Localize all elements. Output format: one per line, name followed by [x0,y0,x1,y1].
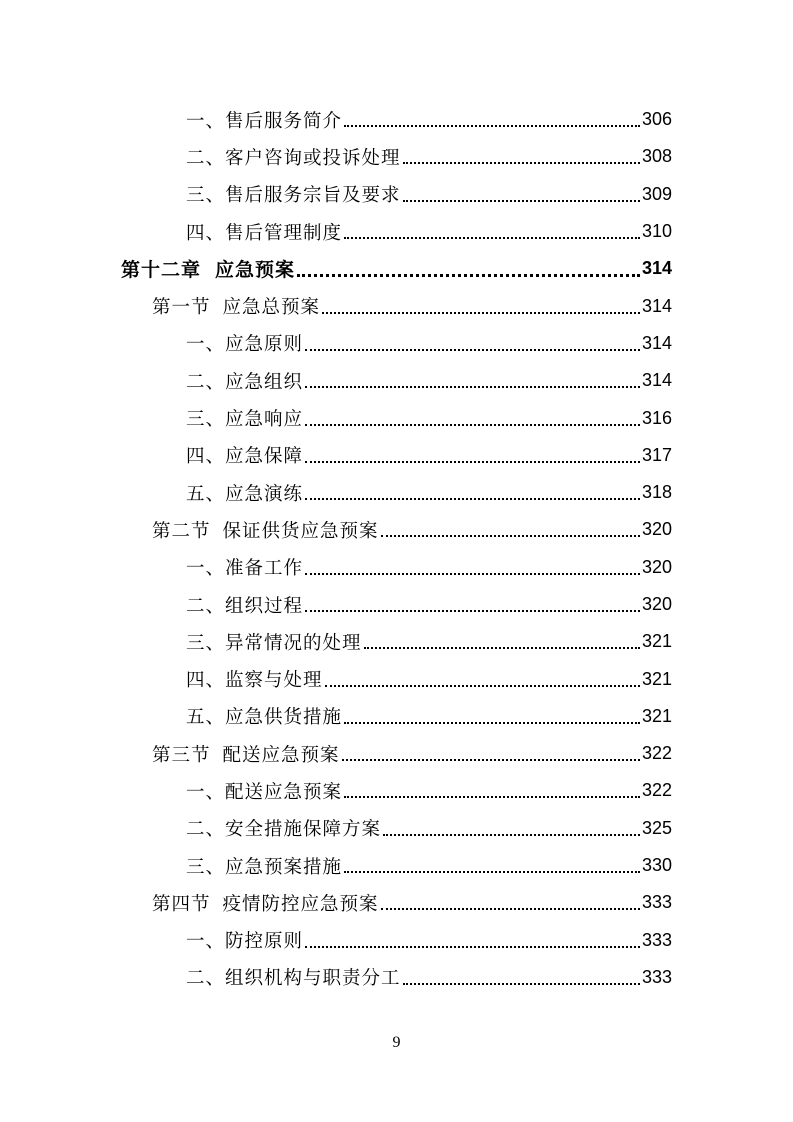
toc-entry-number: 二、 [186,371,226,393]
toc-entry-page: 333 [641,966,672,987]
dot-leader [305,609,640,612]
toc-entry-title: 防控原则 [225,931,304,953]
toc-entry-title: 应急响应 [225,409,304,431]
dot-leader [305,423,640,426]
toc-entry-number: 一、 [186,931,226,953]
toc-entry-page: 322 [641,780,672,801]
toc-entry-title: 配送应急预案 [222,744,340,766]
toc-entry-number: 四、 [186,670,226,692]
toc-entry-page: 317 [641,444,672,465]
toc-entry-number: 四、 [186,446,226,468]
toc-entry-number: 一、 [186,334,226,356]
page-number: 9 [392,1034,401,1051]
toc-entry[interactable] [0,399,793,436]
toc-entry-number: 三、 [186,409,226,431]
toc-entry-number: 四、 [186,222,226,244]
toc-entry[interactable] [0,847,793,884]
toc-entry[interactable] [0,176,793,213]
toc-entry-title: 应急预案措施 [225,856,343,878]
toc-entry[interactable] [0,474,793,511]
dot-leader [383,833,640,836]
toc-entry[interactable] [0,437,793,474]
dot-leader [305,497,640,500]
toc-entry-number: 第四节 [152,893,211,915]
toc-entry-page: 330 [641,855,672,876]
toc-entry-number: 三、 [186,856,226,878]
toc-entry[interactable] [0,325,793,362]
toc-entry-number: 二、 [186,968,226,990]
toc-entry-page: 306 [641,109,672,130]
toc-entry-title: 售后服务宗旨及要求 [225,185,401,207]
toc-entry[interactable] [0,959,793,996]
toc-entry-page: 310 [641,221,672,242]
toc-entry[interactable] [0,735,793,772]
toc-entry-title: 应急供货措施 [225,707,343,729]
toc-entry-page: 321 [641,631,672,652]
toc-entry-page: 308 [641,146,672,167]
dot-leader [403,161,640,164]
toc-entry-number: 第一节 [152,297,211,319]
toc-entry-number: 第二节 [152,520,211,542]
dot-leader [322,311,640,314]
dot-leader [344,721,640,724]
toc-entry[interactable] [0,623,793,660]
toc-entry[interactable] [0,922,793,959]
toc-entry-page: 325 [641,817,672,838]
toc-entry-page: 320 [641,594,672,614]
toc-entry[interactable] [0,362,793,399]
toc-entry[interactable] [0,772,793,809]
toc-entry-page: 314 [641,295,672,316]
dot-leader [381,534,640,537]
toc-entry-title: 组织机构与职责分工 [225,968,401,990]
toc-entry[interactable] [0,660,793,697]
table-of-contents [0,101,793,996]
toc-entry-title: 应急总预案 [222,297,321,319]
toc-entry-title: 安全措施保障方案 [225,819,382,841]
dot-leader [403,982,640,985]
toc-entry-page: 333 [641,929,672,950]
toc-entry-page: 318 [641,482,672,503]
dot-leader [403,199,640,202]
toc-entry[interactable] [0,511,793,548]
toc-entry-title: 疫情防控应急预案 [222,893,379,915]
toc-entry-number: 一、 [186,110,226,132]
toc-entry[interactable] [0,698,793,735]
dot-leader [364,646,640,649]
toc-entry-number: 一、 [186,558,226,580]
dot-leader [344,236,640,239]
toc-entry-number: 五、 [186,483,226,505]
toc-entry-page: 314 [641,370,672,391]
toc-entry-number: 二、 [186,147,226,169]
toc-entry-page: 321 [641,668,672,689]
toc-entry-title: 配送应急预案 [225,781,343,803]
dot-leader [342,758,640,761]
toc-entry[interactable] [0,549,793,586]
dot-leader [305,348,640,351]
toc-entry-page: 316 [641,407,672,428]
dot-leader [305,945,640,948]
toc-entry-number: 第三节 [152,744,211,766]
toc-entry-number: 二、 [186,595,226,617]
toc-entry[interactable] [0,287,793,324]
toc-entry[interactable] [0,884,793,921]
toc-entry-number: 第十二章 [121,259,202,282]
dot-leader [344,870,640,873]
toc-entry-title: 应急预案 [215,259,296,282]
toc-entry[interactable] [0,810,793,847]
toc-entry[interactable] [0,138,793,175]
toc-entry-page: 320 [641,556,672,577]
dot-leader [381,907,640,910]
toc-entry-title: 售后管理制度 [225,222,343,244]
toc-entry-page: 309 [641,183,672,204]
toc-entry-number: 二、 [186,819,226,841]
toc-entry-number: 一、 [186,781,226,803]
toc-entry-title: 售后服务简介 [225,110,343,132]
toc-entry-title: 准备工作 [225,558,304,580]
toc-entry-title: 应急组织 [225,371,304,393]
dot-leader [297,273,640,277]
toc-entry-title: 应急保障 [225,446,304,468]
toc-entry-page: 321 [641,705,672,726]
toc-entry-title: 保证供货应急预案 [222,520,379,542]
toc-entry[interactable] [0,250,793,287]
toc-entry-page: 333 [641,892,672,913]
toc-entry-title: 异常情况的处理 [225,632,362,654]
dot-leader [305,385,640,388]
toc-entry-number: 五、 [186,707,226,729]
dot-leader [344,124,640,127]
dot-leader [305,572,640,575]
toc-entry-page: 322 [641,743,672,764]
toc-entry-number: 三、 [186,632,226,654]
toc-entry[interactable] [0,101,793,138]
toc-entry-title: 应急原则 [225,334,304,356]
dot-leader [325,684,640,687]
toc-entry-page: 314 [641,258,672,279]
toc-entry-number: 三、 [186,185,226,207]
toc-entry-title: 客户咨询或投诉处理 [225,147,401,169]
toc-entry-title: 监察与处理 [225,670,323,692]
toc-entry-page: 314 [641,332,672,353]
toc-entry-title: 应急演练 [225,483,304,505]
toc-entry-page: 320 [641,519,672,540]
dot-leader [344,795,640,798]
toc-entry[interactable] [0,213,793,250]
toc-entry-title: 组织过程 [225,595,304,617]
toc-entry[interactable] [0,586,793,623]
dot-leader [305,460,640,463]
